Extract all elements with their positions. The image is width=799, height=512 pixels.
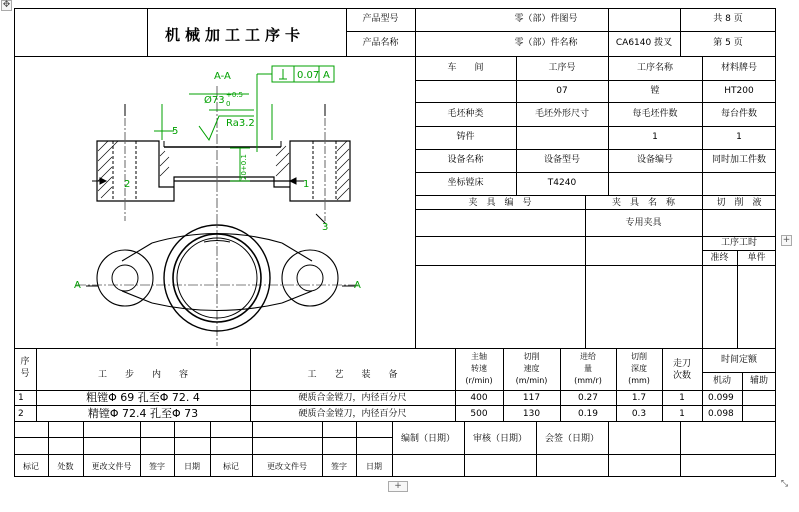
step-content: 粗镗Φ 69 孔至Φ 72. 4 [86, 391, 200, 404]
footer-label-mark: 标记 [23, 462, 39, 471]
step-content: 精镗Φ 72.4 孔至Φ 73 [87, 407, 199, 420]
footer-label-change-doc: 更改文件号 [91, 462, 132, 471]
step-content-header: 工 步 内 容 [97, 370, 188, 380]
step-speed: 117 [522, 393, 541, 403]
unit-time-label: 单件 [747, 253, 766, 263]
mark-2: 2 [124, 179, 131, 190]
compile-date-label: 编制（日期） [400, 434, 455, 444]
per-blank-value: 1 [652, 132, 658, 142]
step-feed: 0.19 [577, 409, 599, 419]
mark-1: 1 [303, 179, 310, 190]
step-machine-time: 0.099 [708, 393, 734, 403]
footer-label-signature: 签字 [149, 462, 165, 471]
part-name-label: 零（部）件名称 [514, 38, 578, 48]
workshop-label: 车 间 [447, 63, 484, 73]
step-equipment: 硬质合金镗刀，内径百分尺 [298, 409, 407, 419]
equip-no-label: 设备编号 [636, 155, 673, 165]
step-no: 2 [18, 409, 24, 419]
fixture-no-label: 夹 具 编 号 [468, 198, 532, 208]
fixture-name-value: 专用夹具 [625, 218, 662, 228]
equip-model-label: 设备型号 [543, 155, 580, 165]
step-machine-time: 0.098 [708, 409, 734, 419]
product-name-label: 产品名称 [362, 38, 399, 48]
footer-label-count: 处数 [57, 462, 74, 471]
process-no-value: 07 [556, 86, 568, 96]
add-row-handle-icon[interactable]: + [388, 481, 408, 492]
step-spindle: 500 [470, 409, 488, 419]
footer-label-date: 日期 [184, 462, 200, 471]
tolerance-value: 0.07 [297, 70, 320, 81]
material-label: 材料牌号 [720, 63, 757, 73]
cut-depth-header: 切削 深度 (mm) [628, 352, 650, 385]
tolerance-upper: +0.5 [226, 91, 243, 99]
datum-label: A [323, 70, 330, 81]
total-pages: 共 8 页 [713, 14, 743, 24]
process-time-label: 工序工时 [720, 238, 757, 248]
review-date-label: 审核（日期） [472, 434, 527, 444]
section-label: A-A [214, 71, 231, 82]
tolerance-lower: 0 [226, 100, 231, 108]
aux-time-header: 辅助 [749, 376, 768, 386]
equip-model-value: T4240 [547, 178, 577, 188]
part-name-value: CA6140 拨叉 [615, 38, 673, 48]
per-unit-label: 每台件数 [720, 109, 757, 119]
simultaneous-label: 同时加工件数 [711, 155, 766, 165]
step-no: 1 [18, 393, 24, 403]
footer-label-mark-2: 标记 [223, 462, 239, 471]
step-depth: 1.7 [631, 393, 647, 403]
mark-3: 3 [322, 222, 329, 233]
move-handle-icon[interactable]: ✥ [2, 0, 11, 10]
part-drawing-label: 零（部）件图号 [514, 14, 578, 24]
card-title: 机械加工工序卡 [165, 26, 306, 44]
step-passes: 1 [679, 393, 685, 403]
dim-5-label: 5 [172, 126, 179, 137]
cutting-speed-header: 切削 速度 (m/min) [515, 352, 548, 385]
product-model-label: 产品型号 [362, 14, 399, 24]
step-spindle: 400 [470, 393, 488, 403]
step-no-header: 序 号 [20, 357, 30, 379]
add-column-handle-icon[interactable]: + [782, 235, 791, 245]
equip-name-label: 设备名称 [447, 155, 484, 165]
passes-header: 走刀 次数 [672, 359, 691, 381]
blank-type-label: 毛坯种类 [447, 109, 484, 119]
step-equipment: 硬质合金镗刀，内径百分尺 [298, 393, 407, 403]
process-no-label: 工序号 [548, 63, 576, 73]
step-equipment-header: 工 艺 装 备 [307, 370, 398, 380]
step-passes: 1 [679, 409, 685, 419]
per-blank-label: 每毛坯件数 [632, 109, 678, 119]
plan-a-right: A [354, 280, 361, 291]
plan-a-left: A [74, 280, 81, 291]
resize-handle-icon[interactable]: ⤡ [780, 479, 789, 489]
step-feed: 0.27 [577, 393, 599, 403]
spindle-speed-header: 主轴 转速 (r/min) [465, 352, 493, 385]
equip-name-value: 坐标镗床 [447, 178, 484, 188]
per-unit-value: 1 [736, 132, 742, 142]
part-drawing [14, 56, 415, 348]
blank-size-label: 毛坯外形尺寸 [534, 109, 589, 119]
blank-type-value: 铸件 [456, 132, 475, 142]
page-number: 第 5 页 [713, 38, 743, 48]
process-name-value: 镗 [650, 86, 660, 96]
feed-header: 进给 量 (mm/r) [574, 352, 602, 385]
coolant-label: 切 削 液 [716, 198, 762, 208]
machine-time-header: 机动 [712, 376, 731, 386]
time-quota-header: 时间定额 [720, 355, 757, 365]
roughness-label: Ra3.2 [226, 118, 255, 129]
process-name-label: 工序名称 [636, 63, 673, 73]
material-value: HT200 [724, 86, 754, 96]
diameter-label: Ø73 [204, 95, 225, 106]
height-dimension: 20+0.1 [240, 154, 248, 180]
footer-label-signature-2: 签字 [331, 462, 347, 471]
step-speed: 130 [522, 409, 541, 419]
sign-date-label: 会签（日期） [544, 434, 599, 444]
footer-label-change-doc-2: 更改文件号 [267, 462, 307, 471]
fixture-name-label: 夹 具 名 称 [611, 198, 675, 208]
step-depth: 0.3 [631, 409, 647, 419]
footer-label-date-2: 日期 [366, 462, 382, 471]
prep-time-label: 准终 [710, 253, 729, 263]
